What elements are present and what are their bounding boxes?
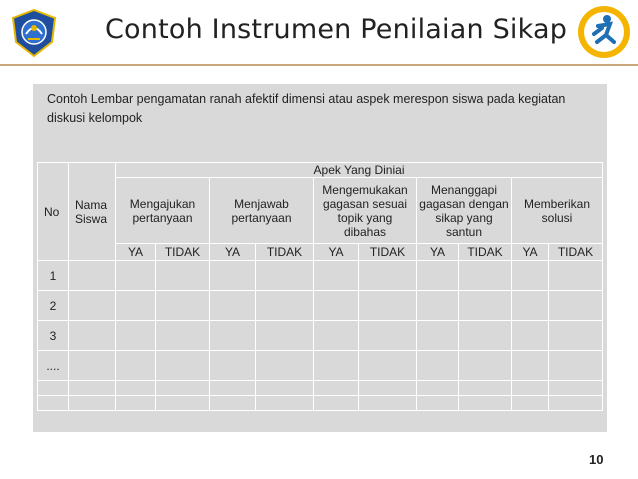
sub-header-ya: YA [210,244,256,261]
row-number: .... [38,351,69,381]
group-header: Mengemukakan gagasan sesuai topik yang dibahas [314,178,417,244]
column-header-no: No [38,163,69,261]
table-row [38,291,603,321]
sub-header-tidak: TIDAK [256,244,314,261]
aspect-header: Apek Yang Diniai [116,163,603,178]
sub-header-tidak: TIDAK [549,244,603,261]
row-number: 1 [38,261,69,291]
row-number [38,396,69,411]
document-caption: Contoh Lembar pengamatan ranah afektif dimensi atau aspek merespon siswa pada kegiatan diskusi kelompok [47,92,566,125]
title-divider [0,64,638,66]
sub-header-ya: YA [417,244,459,261]
row-number: 3 [38,321,69,351]
sub-header-ya: YA [512,244,549,261]
sub-header-ya: YA [116,244,156,261]
table-row [38,396,603,411]
table-row [38,321,603,351]
sub-header-tidak: TIDAK [156,244,210,261]
kurikulum-2013-logo-icon [576,4,632,60]
page-number: 10 [589,452,604,467]
table-row [38,351,603,381]
table-row [38,261,603,291]
group-header: Mengajukan pertanyaan [116,178,210,244]
row-number: 2 [38,291,69,321]
row-number [38,381,69,396]
slide-title: Contoh Instrumen Penilaian Sikap [105,14,568,45]
sub-header-tidak: TIDAK [459,244,512,261]
group-header: Memberikan solusi [512,178,603,244]
sub-header-ya: YA [314,244,359,261]
group-header: Menanggapi gagasan dengan sikap yang santun [417,178,512,244]
kemdikbud-logo-icon [8,8,60,58]
column-header-nama: Nama Siswa [69,163,116,261]
group-header: Menjawab pertanyaan [210,178,314,244]
sub-header-tidak: TIDAK [359,244,417,261]
table-row [38,381,603,396]
assessment-table [37,162,603,411]
